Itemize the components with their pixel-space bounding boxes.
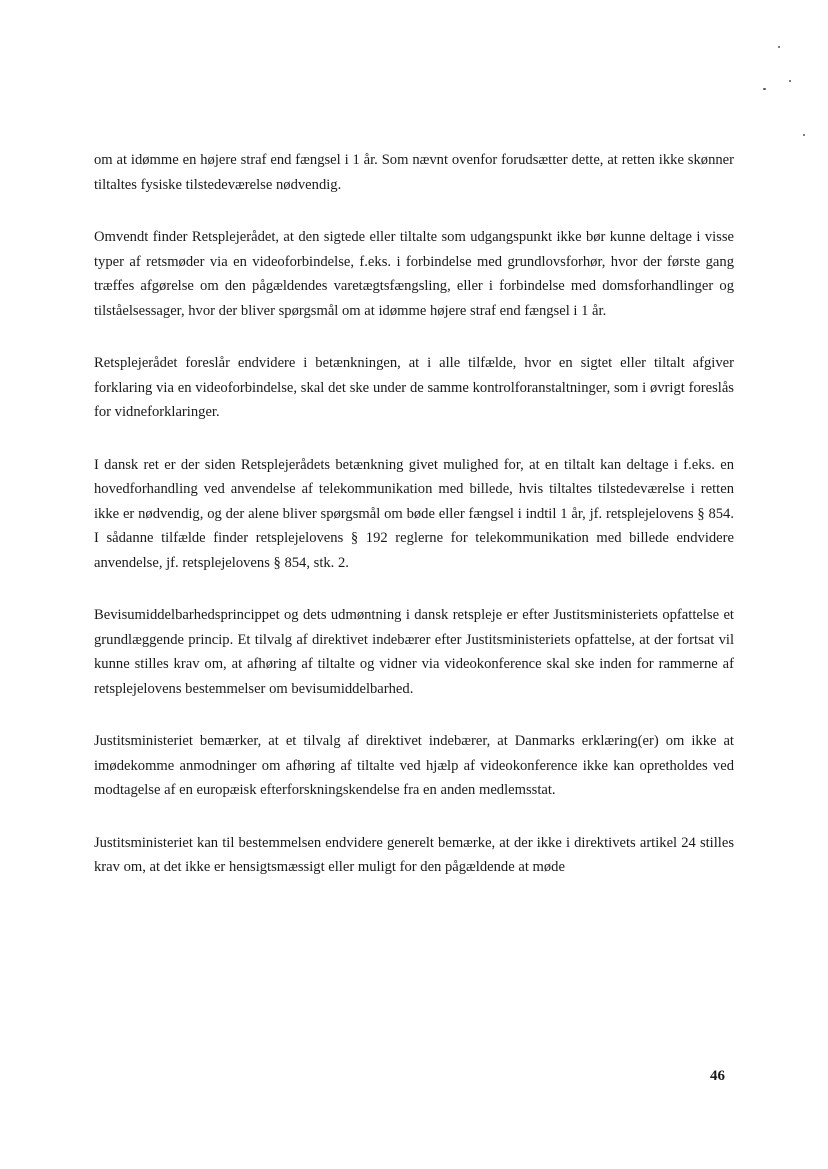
scan-speck bbox=[763, 88, 766, 90]
paragraph: Justitsministeriet kan til bestemmelsen endvidere generelt bemærke, at der ikke i direktivets artikel 24 stilles krav om, at det ikke er hensigtsmæssigt eller muligt for den pågældende at møde bbox=[94, 834, 734, 875]
paragraph: Omvendt finder Retsplejerådet, at den sigtede eller tiltalte som udgangspunkt ikke bør kunne deltage i visse typer af retsmøder via en videoforbindelse, f.eks. i forbindelse med grundlovsforhør, hvor der første gang træffes afgørelse om den pågældendes varetægtsfængsling, eller i forbindelse med domsforhandlinger og tilståelsessager, hvor der bliver spørgsmål om at idømme højere straf end fængsel i 1 år. bbox=[94, 229, 734, 319]
scan-speck bbox=[803, 134, 805, 136]
page-number: 46 bbox=[710, 1068, 725, 1084]
scan-speck bbox=[778, 46, 780, 48]
scan-speck bbox=[789, 80, 791, 82]
paragraph: om at idømme en højere straf end fængsel i 1 år. Som nævnt ovenfor forudsætter dette, at retten ikke skønner tiltaltes fysiske tilstedeværelse nødvendig. bbox=[94, 152, 734, 193]
paragraph: Bevisumiddelbarhedsprincippet og dets udmøntning i dansk retspleje er efter Justitsministeriets opfattelse et grundlæggende princip. Et tilvalg af direktivet indebærer efter Justitsministeriets opfattelse, at der fortsat vil kunne stilles krav om, at afhøring af tiltalte og vidner via videokonference skal ske inden for rammerne af retsplejelovens bestemmelser om bevisumiddelbarhed. bbox=[94, 607, 734, 697]
paragraph: I dansk ret er der siden Retsplejerådets betænkning givet mulighed for, at en tiltalt kan deltage i f.eks. en hovedforhandling ved anvendelse af telekommunikation med billede, hvis tiltaltes tilstedeværelse i retten ikke er nødvendig, og der alene bliver spørgsmål om bøde eller fængsel i indtil 1 år, jf. retsplejelovens § 854. I sådanne tilfælde finder retsplejelovens § 192 reglerne for telekommunikation med billede endvidere anvendelse, jf. retsplejelovens § 854, stk. 2. bbox=[94, 456, 734, 571]
body-text bbox=[94, 148, 734, 908]
paragraph: Justitsministeriet bemærker, at et tilvalg af direktivet indebærer, at Danmarks erklæring(er) om ikke at imødekomme anmodninger om afhøring af tiltalte ved hjælp af videokonference ikke kan opretholdes ved modtagelse af en europæisk efterforskningskendelse fra en anden medlemsstat. bbox=[94, 733, 734, 798]
paragraph: Retsplejerådet foreslår endvidere i betænkningen, at i alle tilfælde, hvor en sigtet eller tiltalt afgiver forklaring via en videoforbindelse, skal det ske under de samme kontrolforanstaltninger, som i øvrigt foreslås for vidneforklaringer. bbox=[94, 355, 734, 420]
